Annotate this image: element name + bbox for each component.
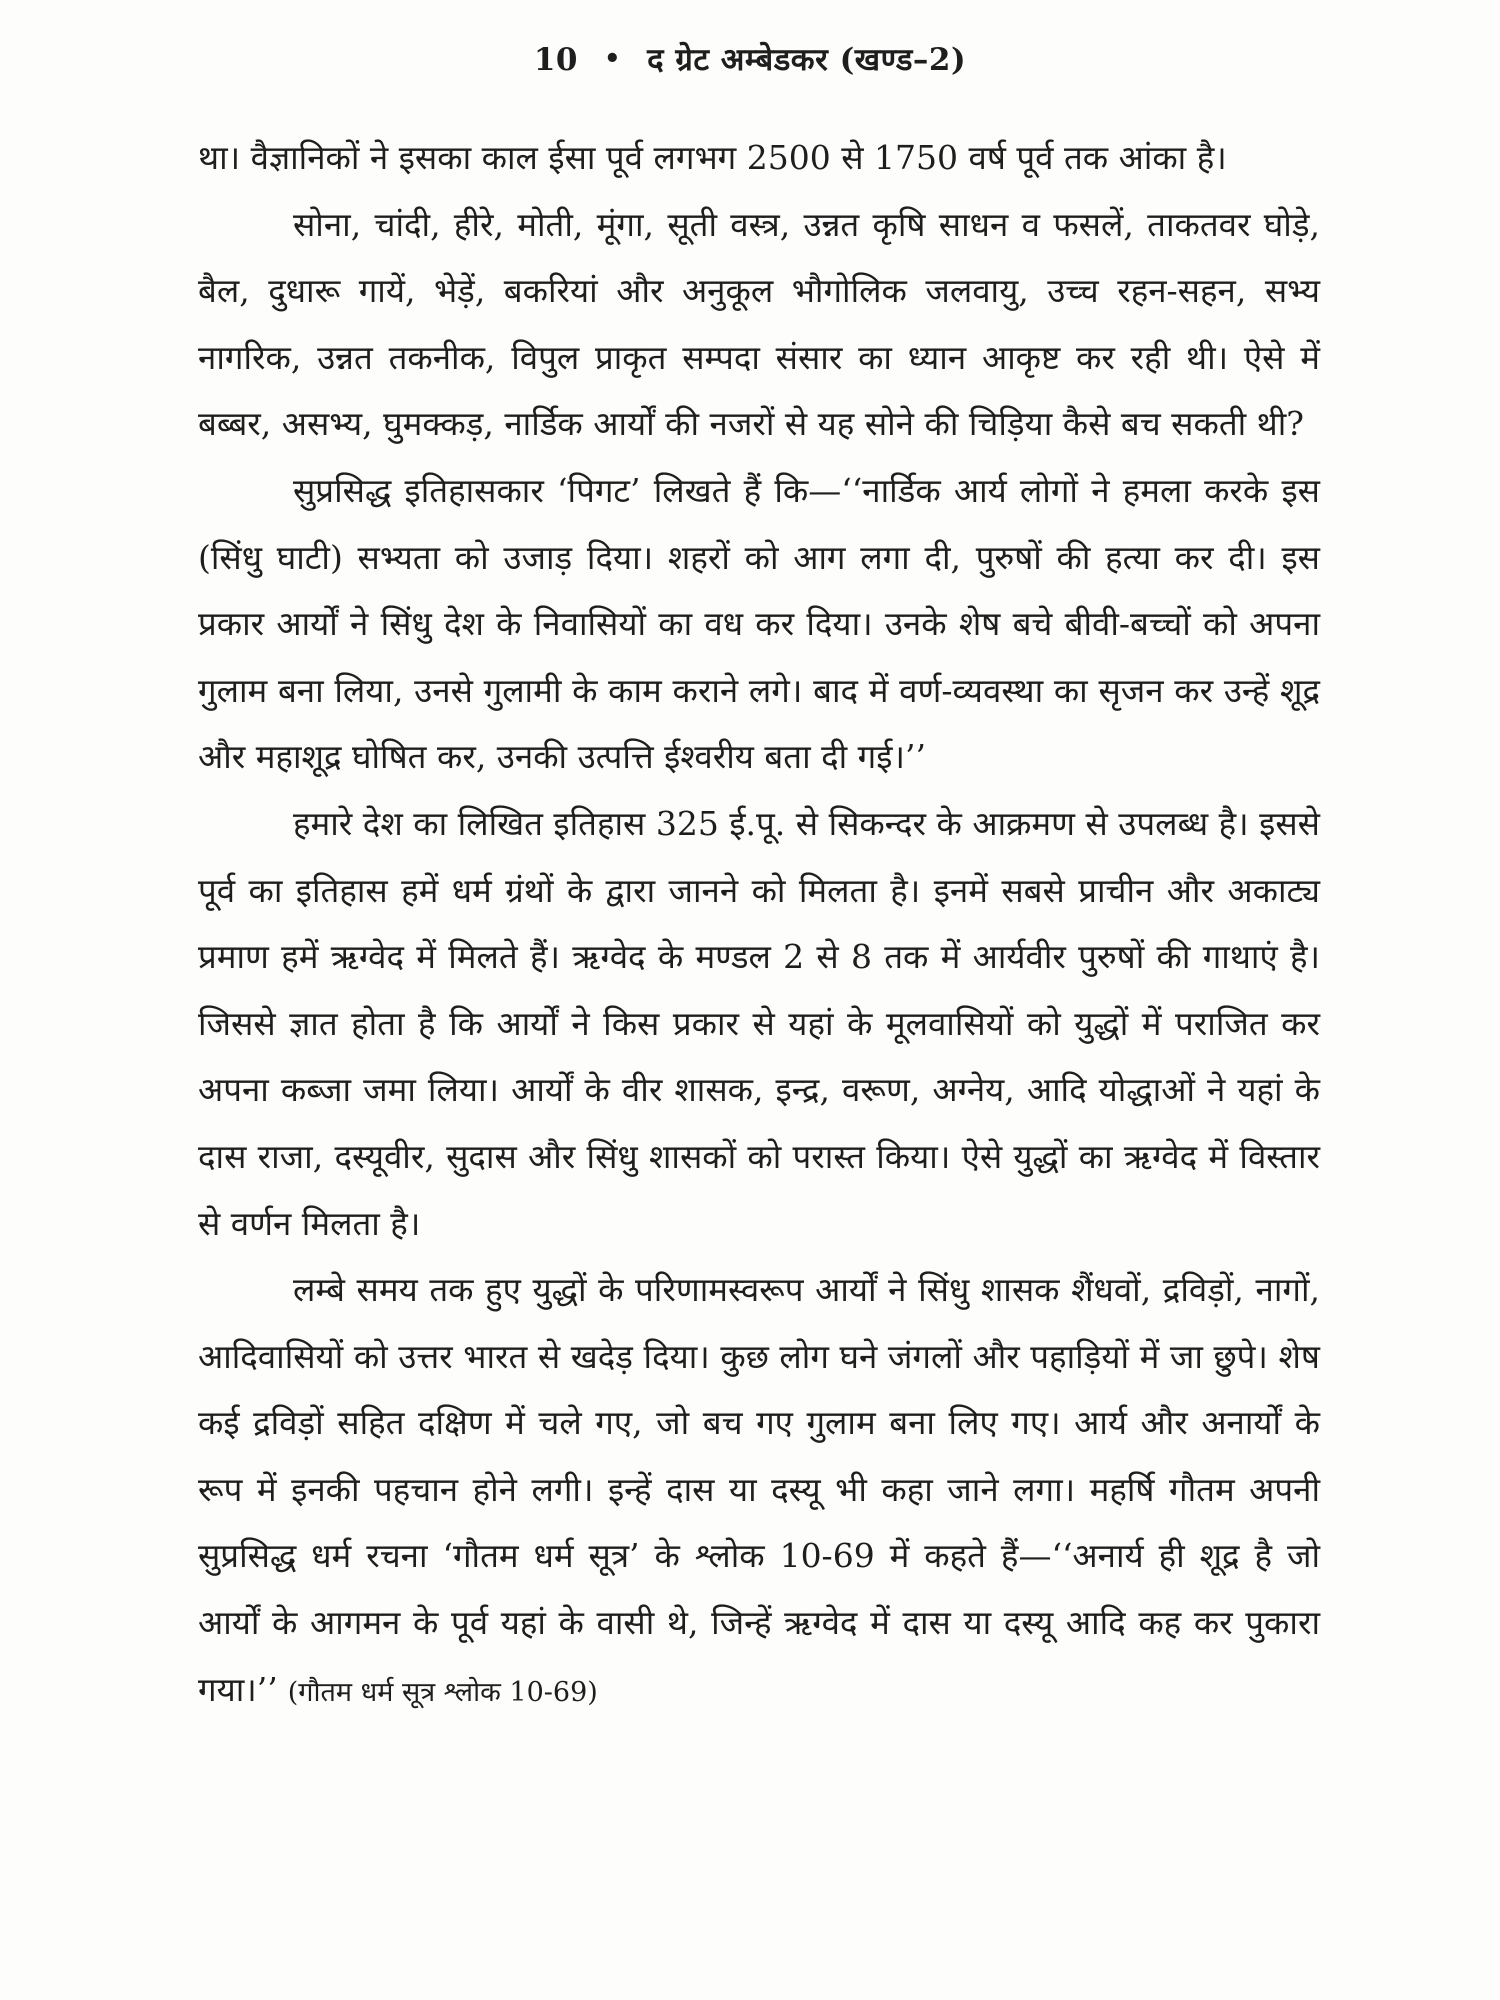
paragraph-4 xyxy=(198,791,1320,1257)
paragraph-5 xyxy=(198,1257,1320,1726)
paragraph-5-text: लम्बे समय तक हुए युद्धों के परिणामस्वरूप आर्यों ने सिंधु शासक शैंधवों, द्रविड़ों, नागों, आदिवासियों को उत्तर भारत से खदेड़ दिया। कुछ लोग घने जंगलों और पहाड़ियों में जा छुपे। शेष कई द्रविड़ों सहित दक्षिण में चले गए, जो बच गए गुलाम बना लिए गए। आर्य और अनार्यों के रूप में इनकी पहचान होने लगी। इन्हें दास या दस्यू भी कहा जाने लगा। महर्षि गौतम अपनी सुप्रसिद्ध धर्म रचना ‘गौतम धर्म सूत्र’ के श्लोक 10-69 में कहते हैं—‘‘अनार्य ही शूद्र है जो आर्यों के आगमन के पूर्व यहां के वासी थे, जिन्हें ऋग्वेद में दास या दस्यू आदि कह कर पुकारा गया।’’ xyxy=(198,1270,1320,1709)
paragraph-3 xyxy=(198,458,1320,791)
paragraph-2 xyxy=(198,192,1320,458)
body-text xyxy=(198,125,1320,1726)
header-bullet: • xyxy=(603,44,622,74)
paragraph-1-text: था। वैज्ञानिकों ने इसका काल ईसा पूर्व लगभग 2500 से 1750 वर्ष पूर्व तक आंका है। xyxy=(198,138,1227,177)
page-number: 10 xyxy=(533,42,578,78)
paragraph-2-text: सोना, चांदी, हीरे, मोती, मूंगा, सूती वस्त्र, उन्नत कृषि साधन व फसलें, ताकतवर घोड़े, बैल, दुधारू गायें, भेड़ें, बकरियां और अनुकूल भौगोलिक जलवायु, उच्च रहन-सहन, सभ्य नागरिक, उन्नत तकनीक, विपुल प्राकृत सम्पदा संसार का ध्यान आकृष्ट कर रही थी। ऐसे में बब्बर, असभ्य, घुमक्कड़, नार्डिक आर्यों की नजरों से यह सोने की चिड़िया कैसे बच सकती थी? xyxy=(198,204,1320,444)
paragraph-1 xyxy=(198,125,1320,192)
citation: (गौतम धर्म सूत्र श्लोक 10-69) xyxy=(287,1676,598,1708)
paragraph-3-text: सुप्रसिद्ध इतिहासकार ‘पिगट’ लिखते हैं कि—‘‘नार्डिक आर्य लोगों ने हमला करके इस (सिंधु घाटी) सभ्यता को उजाड़ दिया। शहरों को आग लगा दी, पुरुषों की हत्या कर दी। इस प्रकार आर्यों ने सिंधु देश के निवासियों का वध कर दिया। उनके शेष बचे बीवी-बच्चों को अपना गुलाम बना लिया, उनसे गुलामी के काम कराने लगे। बाद में वर्ण-व्यवस्था का सृजन कर उन्हें शूद्र और महाशूद्र घोषित कर, उनकी उत्पत्ति ईश्वरीय बता दी गई।’’ xyxy=(198,470,1320,777)
running-header xyxy=(0,38,1500,80)
paragraph-4-text: हमारे देश का लिखित इतिहास 325 ई.पू. से सिकन्दर के आक्रमण से उपलब्ध है। इससे पूर्व का इतिहास हमें धर्म ग्रंथों के द्वारा जानने को मिलता है। इनमें सबसे प्राचीन और अकाट्य प्रमाण हमें ऋग्वेद में मिलते हैं। ऋग्वेद के मण्डल 2 से 8 तक में आर्यवीर पुरुषों की गाथाएं है। जिससे ज्ञात होता है कि आर्यों ने किस प्रकार से यहां के मूलवासियों को युद्धों में पराजित कर अपना कब्जा जमा लिया। आर्यों के वीर शासक, इन्द्र, वरूण, अग्नेय, आदि योद्धाओं ने यहां के दास राजा, दस्यूवीर, सुदास और सिंधु शासकों को परास्त किया। ऐसे युद्धों का ऋग्वेद में विस्तार से वर्णन मिलता है। xyxy=(198,803,1320,1243)
book-title: द ग्रेट अम्बेडकर (खण्ड–2) xyxy=(647,42,967,78)
